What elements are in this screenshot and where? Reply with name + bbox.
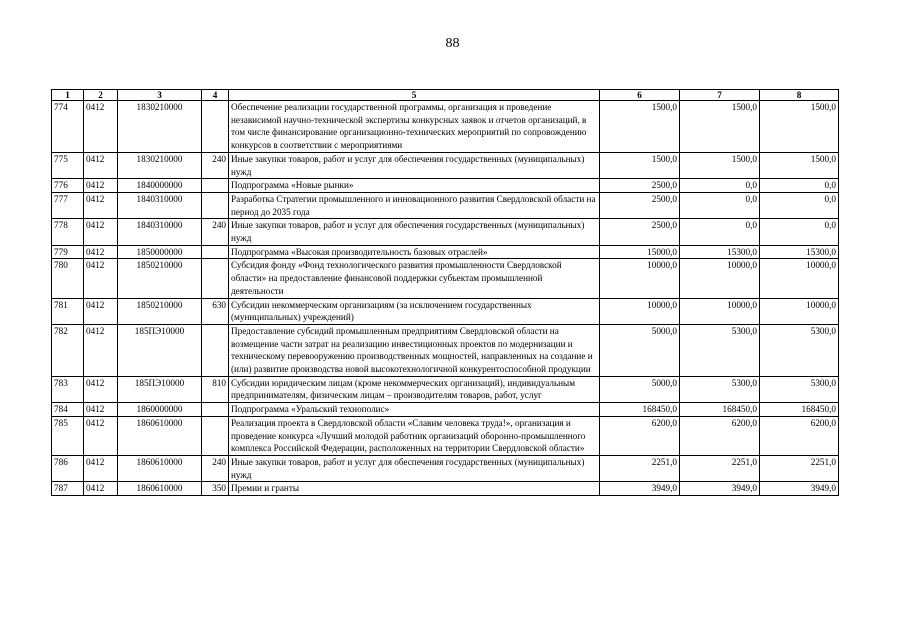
column-header-6: 6 [600,90,680,101]
target-code: 1840310000 [118,219,202,245]
target-code: 1830210000 [118,101,202,153]
table-row [52,152,839,178]
amount-col-8: 1500,0 [760,101,839,153]
target-code: 1840000000 [118,179,202,193]
amount-col-8: 0,0 [760,219,839,245]
amount-col-7: 5300,0 [680,324,760,376]
table-row [52,245,839,259]
section-code: 0412 [84,403,118,417]
column-header-2: 2 [84,90,118,101]
item-name: Иные закупки товаров, работ и услуг для обеспечения государственных (муниципальных) нужд [229,152,600,178]
amount-col-7: 0,0 [680,179,760,193]
row-number: 780 [52,259,84,298]
amount-col-7: 10000,0 [680,259,760,298]
section-code: 0412 [84,219,118,245]
amount-col-6: 168450,0 [600,403,680,417]
amount-col-8: 0,0 [760,192,839,218]
table-row [52,416,839,455]
target-code: 1860610000 [118,416,202,455]
target-code: 1860000000 [118,403,202,417]
expense-type [202,403,229,417]
amount-col-6: 1500,0 [600,152,680,178]
table-row [52,324,839,376]
amount-col-6: 2500,0 [600,219,680,245]
section-code: 0412 [84,324,118,376]
amount-col-6: 6200,0 [600,416,680,455]
target-code: 185ПЭ10000 [118,324,202,376]
target-code: 185ПЭ10000 [118,376,202,402]
column-header-1: 1 [52,90,84,101]
amount-col-6: 3949,0 [600,482,680,496]
section-code: 0412 [84,376,118,402]
expense-type [202,101,229,153]
amount-col-8: 10000,0 [760,259,839,298]
amount-col-6: 2500,0 [600,192,680,218]
header-row [52,90,839,101]
expense-type [202,324,229,376]
amount-col-7: 0,0 [680,219,760,245]
amount-col-8: 0,0 [760,179,839,193]
item-name: Реализация проекта в Свердловской области «Славим человека труда!», организация и проведение конкурса «Лучший молодой работник организаций оборонно-промышленного комплекса Российской Федерации, расположенных на территории Свердловской области» [229,416,600,455]
row-number: 777 [52,192,84,218]
expense-type: 350 [202,482,229,496]
item-name: Премии и гранты [229,482,600,496]
table-row [52,101,839,153]
expense-type [202,245,229,259]
section-code: 0412 [84,101,118,153]
section-code: 0412 [84,192,118,218]
item-name: Подпрограмма «Новые рынки» [229,179,600,193]
amount-col-6: 10000,0 [600,298,680,324]
column-header-5: 5 [229,90,600,101]
item-name: Иные закупки товаров, работ и услуг для обеспечения государственных (муниципальных) нужд [229,219,600,245]
row-number: 782 [52,324,84,376]
page-number: 88 [445,36,460,51]
column-header-7: 7 [680,90,760,101]
row-number: 784 [52,403,84,417]
row-number: 786 [52,455,84,481]
amount-col-6: 10000,0 [600,259,680,298]
table-row [52,455,839,481]
amount-col-7: 2251,0 [680,455,760,481]
target-code: 1860610000 [118,482,202,496]
target-code: 1850210000 [118,298,202,324]
column-header-8: 8 [760,90,839,101]
row-number: 778 [52,219,84,245]
amount-col-8: 1500,0 [760,152,839,178]
row-number: 787 [52,482,84,496]
section-code: 0412 [84,259,118,298]
row-number: 783 [52,376,84,402]
amount-col-7: 1500,0 [680,101,760,153]
expense-type [202,192,229,218]
expense-type [202,179,229,193]
row-number: 779 [52,245,84,259]
table-row [52,403,839,417]
row-number: 775 [52,152,84,178]
amount-col-6: 5000,0 [600,376,680,402]
row-number: 774 [52,101,84,153]
expense-type: 630 [202,298,229,324]
column-header-4: 4 [202,90,229,101]
amount-col-7: 10000,0 [680,298,760,324]
table-row [52,179,839,193]
amount-col-8: 6200,0 [760,416,839,455]
amount-col-7: 6200,0 [680,416,760,455]
table-row [52,259,839,298]
amount-col-6: 15000,0 [600,245,680,259]
item-name: Разработка Стратегии промышленного и инновационного развития Свердловской области на период до 2035 года [229,192,600,218]
section-code: 0412 [84,298,118,324]
amount-col-6: 1500,0 [600,101,680,153]
table-row [52,376,839,402]
item-name: Субсидии юридическим лицам (кроме некоммерческих организаций), индивидуальным предпринимателям, физическим лицам – производителям товаров, работ, услуг [229,376,600,402]
amount-col-6: 2251,0 [600,455,680,481]
amount-col-8: 5300,0 [760,324,839,376]
amount-col-7: 0,0 [680,192,760,218]
section-code: 0412 [84,152,118,178]
amount-col-7: 168450,0 [680,403,760,417]
amount-col-8: 2251,0 [760,455,839,481]
expense-type [202,259,229,298]
item-name: Предоставление субсидий промышленным предприятиям Свердловской области на возмещение части затрат на реализацию инвестиционных проектов по модернизации и техническому перевооружению производственных мощностей, направленных на создание и (или) развитие производства новой высокотехнологичной конкурентоспособной продукции [229,324,600,376]
section-code: 0412 [84,179,118,193]
section-code: 0412 [84,416,118,455]
section-code: 0412 [84,482,118,496]
table-row [52,192,839,218]
column-header-3: 3 [118,90,202,101]
item-name: Обеспечение реализации государственной программы, организация и проведение независимой научно-технической экспертизы конкурсных заявок и отчетов организаций, в том числе финансирование организационно-технических мероприятий по сопровождению конкурсов в соответствии с мероприятиями [229,101,600,153]
amount-col-6: 5000,0 [600,324,680,376]
row-number: 776 [52,179,84,193]
target-code: 1840310000 [118,192,202,218]
row-number: 785 [52,416,84,455]
row-number: 781 [52,298,84,324]
item-name: Иные закупки товаров, работ и услуг для обеспечения государственных (муниципальных) нужд [229,455,600,481]
table-row [52,482,839,496]
budget-table [51,89,839,496]
target-code: 1850210000 [118,259,202,298]
amount-col-7: 3949,0 [680,482,760,496]
expense-type [202,416,229,455]
target-code: 1850000000 [118,245,202,259]
amount-col-7: 1500,0 [680,152,760,178]
target-code: 1830210000 [118,152,202,178]
amount-col-8: 15300,0 [760,245,839,259]
item-name: Подпрограмма «Уральский технополис» [229,403,600,417]
section-code: 0412 [84,245,118,259]
expense-type: 240 [202,152,229,178]
amount-col-8: 168450,0 [760,403,839,417]
table-row [52,219,839,245]
expense-type: 240 [202,455,229,481]
amount-col-8: 10000,0 [760,298,839,324]
target-code: 1860610000 [118,455,202,481]
amount-col-6: 2500,0 [600,179,680,193]
item-name: Субсидии некоммерческим организациям (за исключением государственных (муниципальных) учреждений) [229,298,600,324]
item-name: Подпрограмма «Высокая производительность базовых отраслей» [229,245,600,259]
amount-col-8: 5300,0 [760,376,839,402]
expense-type: 810 [202,376,229,402]
item-name: Субсидия фонду «Фонд технологического развития промышленности Свердловской области» на предоставление финансовой поддержки субъектам промышленной деятельности [229,259,600,298]
table-row [52,298,839,324]
section-code: 0412 [84,455,118,481]
amount-col-7: 5300,0 [680,376,760,402]
amount-col-8: 3949,0 [760,482,839,496]
expense-type: 240 [202,219,229,245]
amount-col-7: 15300,0 [680,245,760,259]
